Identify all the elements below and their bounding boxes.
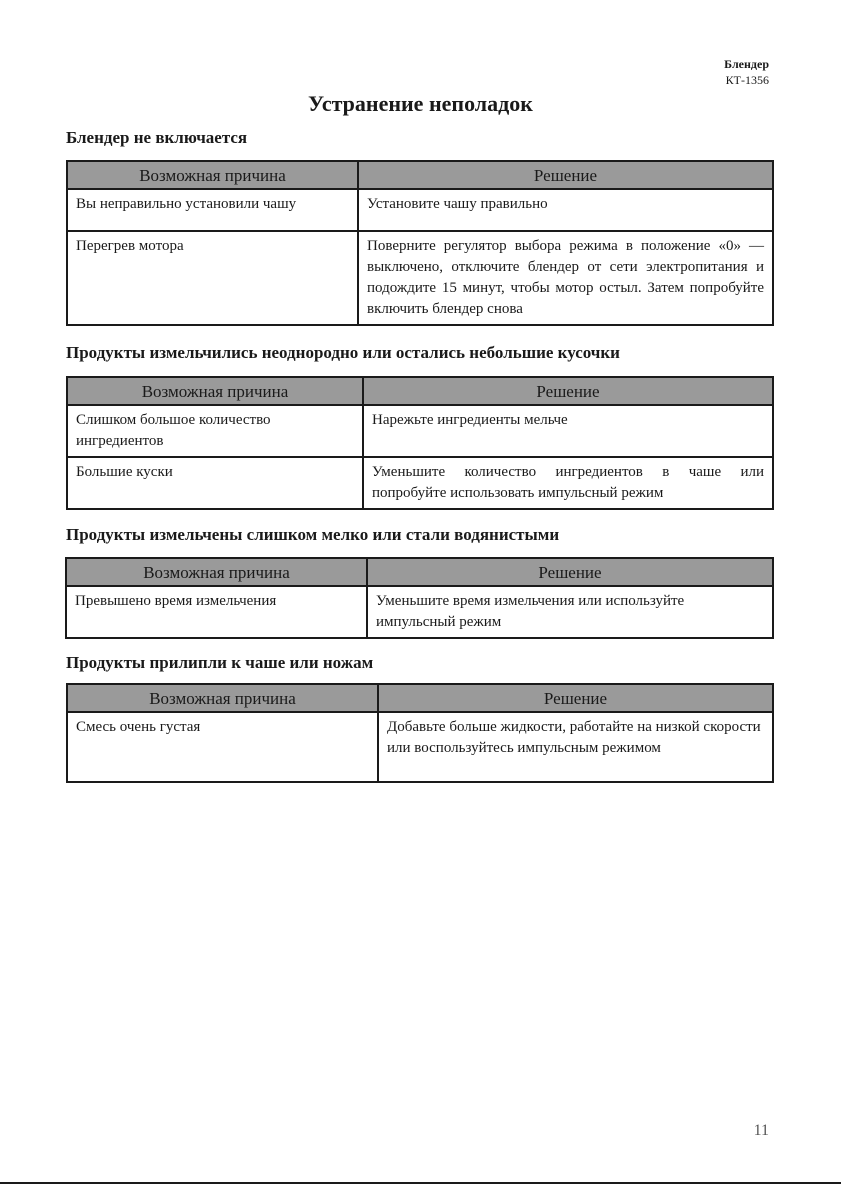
section-title: Продукты измельчены слишком мелко или стали водянистыми bbox=[66, 525, 560, 544]
troubleshooting-table bbox=[66, 160, 774, 326]
solution-cell: Установите чашу правильно bbox=[358, 189, 773, 231]
product-name: Блендер bbox=[724, 57, 769, 71]
table-row bbox=[67, 457, 773, 509]
solution-cell: Уменьшите количество ингредиентов в чаше или попробуйте использовать импульсный режим bbox=[363, 457, 773, 509]
table-row bbox=[67, 712, 773, 782]
table-row bbox=[67, 231, 773, 325]
table-header-row bbox=[67, 684, 773, 712]
table-header-row bbox=[66, 558, 773, 586]
cause-cell: Смесь очень густая bbox=[67, 712, 378, 782]
column-header-cause: Возможная причина bbox=[67, 161, 358, 189]
column-header-solution: Решение bbox=[363, 377, 773, 405]
column-header-solution: Решение bbox=[378, 684, 773, 712]
cause-cell: Слишком большое количество ингредиентов bbox=[67, 405, 363, 457]
solution-cell: Уменьшите время измельчения или используйте импульсный режим bbox=[367, 586, 773, 638]
cause-cell: Перегрев мотора bbox=[67, 231, 358, 325]
column-header-solution: Решение bbox=[358, 161, 773, 189]
table-header-row bbox=[67, 377, 773, 405]
column-header-cause: Возможная причина bbox=[67, 684, 378, 712]
cause-cell: Большие куски bbox=[67, 457, 363, 509]
column-header-cause: Возможная причина bbox=[66, 558, 367, 586]
section-title: Блендер не включается bbox=[66, 128, 248, 147]
column-header-cause: Возможная причина bbox=[67, 377, 363, 405]
solution-cell: Добавьте больше жидкости, работайте на низкой скорости или воспользуйтесь импульсным режимом bbox=[378, 712, 773, 782]
troubleshooting-table bbox=[65, 557, 774, 639]
troubleshooting-table bbox=[66, 376, 774, 510]
document-header bbox=[724, 56, 769, 88]
solution-cell: Нарежьте ингредиенты мельче bbox=[363, 405, 773, 457]
table-row bbox=[67, 189, 773, 231]
troubleshooting-table bbox=[66, 683, 774, 783]
model-number: КТ-1356 bbox=[725, 73, 769, 87]
cause-cell: Превышено время измельчения bbox=[66, 586, 367, 638]
column-header-solution: Решение bbox=[367, 558, 773, 586]
section-title: Продукты измельчились неоднородно или остались небольшие кусочки bbox=[66, 343, 620, 362]
table-row bbox=[66, 586, 773, 638]
bottom-divider bbox=[0, 1182, 841, 1184]
page-title: Устранение неполадок bbox=[308, 91, 533, 116]
cause-cell: Вы неправильно установили чашу bbox=[67, 189, 358, 231]
section-title: Продукты прилипли к чаше или ножам bbox=[66, 653, 374, 672]
page-number: 11 bbox=[753, 1122, 769, 1139]
solution-cell: Поверните регулятор выбора режима в положение «0» — выключено, отключите блендер от сети электропитания и подождите 15 минут, чтобы мотор остыл. Затем попробуйте включить блендер снова bbox=[358, 231, 773, 325]
table-header-row bbox=[67, 161, 773, 189]
table-row bbox=[67, 405, 773, 457]
